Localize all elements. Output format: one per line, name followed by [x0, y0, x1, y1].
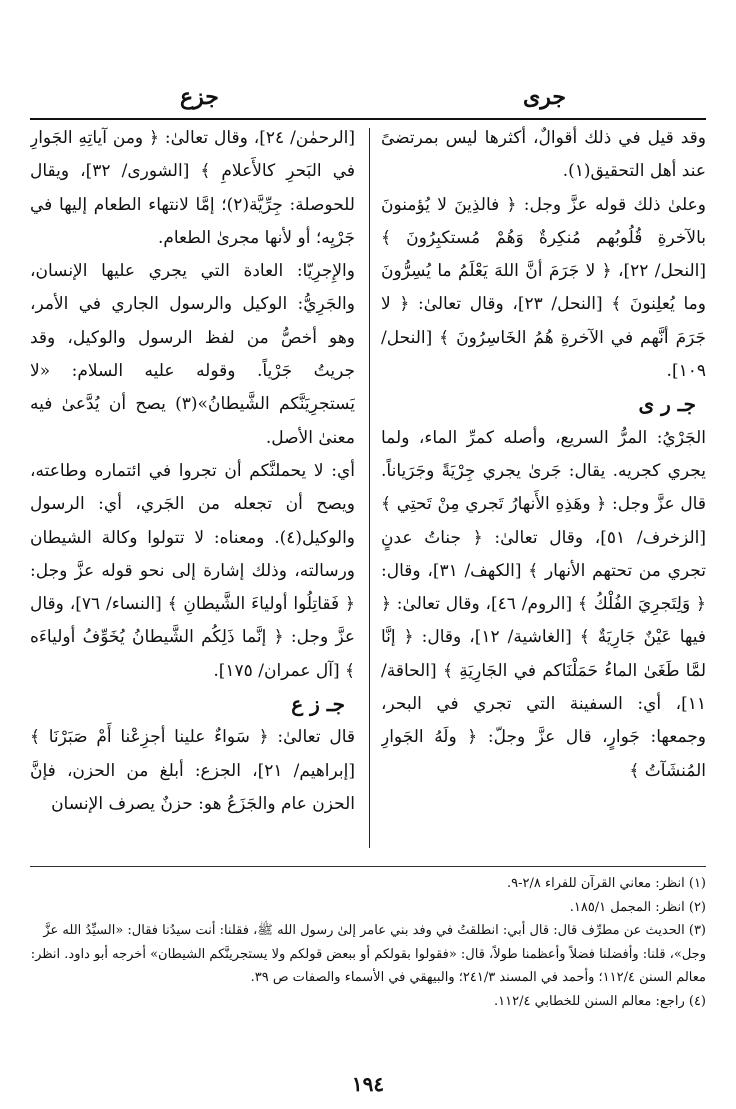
- footnote-rule: [30, 866, 706, 867]
- paragraph: الجَرْيُ: المرُّ السريع، وأصله كمرِّ الماء، ولما يجري كجريه. يقال: جَرىٰ يجري جِرْيَةً وجَرَياناً. قال عزَّ وجل: ﴿ وهَذِهِ الأَنهارُ تَجري مِنْ تَحتِي ﴾ [الزخرف/ ٥١]، وقال تعالىٰ: ﴿ جناتُ عدنٍ تجري من تحتهم الأنهار ﴾ [الكهف/ ٣١]، وقال: ﴿ وَلِتَجرِيَ الفُلْكُ ﴾ [الروم/ ٤٦]، وقال تعالىٰ: ﴿ فيها عَيْنٌ جَارِيَةٌ ﴾ [الغاشية/ ١٢]، وقال: ﴿ إنَّا لمَّا طَغَىٰ الماءُ حَمَلْنَاكم في الجَارِيَةِ ﴾ [الحاقة/ ١١]، أي: السفينة التي تجري في البحر، وجمعها: جَوارٍ، قال عزَّ وجلّ: ﴿ ولَهُ الجَوارِ المُنشَآتُ ﴾: [381, 427, 706, 781]
- right-running-head: جرى: [523, 84, 566, 110]
- footnote: (١) انظر: معاني القرآن للفراء ٢/٨-٩.: [506, 876, 706, 891]
- paragraph: قال تعالىٰ: ﴿ سَواءٌ علينا أجزِعْنا أَمْ صَبَرْنَا ﴾ [إبراهيم/ ٢١]، الجزع: أبلغ من الحزن، فإنَّ الحزن عام والجَزَعُ هو: حزنٌ يصرف الإنسان: [30, 727, 355, 814]
- paragraph: وعلىٰ ذلك قوله عزَّ وجل: ﴿ فالذِينَ لا يُؤمنونَ بالآخرةِ قُلُوبُهم مُنكِرةٌ وَهُمْ مُستكبِرُونَ ﴾ [النحل/ ٢٢]، ﴿ لا جَرَمَ أنَّ اللهَ يَعْلَمُ ما يُسِرُّونَ وما يُعلِنونَ ﴾ [النحل/ ٢٣]، وقال تعالىٰ: ﴿ لا جَرَمَ أنَّهم في الآخرةِ هُمُ الخَاسِرُونَ ﴾ [النحل/ ١٠٩].: [381, 194, 706, 382]
- page-header: [30, 70, 706, 120]
- paragraph: والإِجرِيّا: العادة التي يجري عليها الإنسان، والجَرِيُّ: الوكيل والرسول الجاري في الأمر، وهو أخصُّ من لفظ الرسول والوكيل، وقد جريتُ جَرْياً. وقوله عليه السلام: «لا يَستجرِيَنَّكم الشَّيطانُ»(٣) يصح أن يُدَّعىٰ فيه معنىٰ الأصل.: [30, 261, 355, 448]
- paragraph: وقد قيل في ذلك أقوالٌ، أكثرها ليس بمرتضىً عند أهل التحقيق(١).: [381, 128, 706, 182]
- column-divider: [369, 128, 370, 848]
- footnote: (٣) الحديث عن مطرِّف قال: قال أبي: انطلقتُ في وفد بني عامر إلىٰ رسول الله ﷺ، فقلنا: أنت سيدُنا فقال: «السيِّدُ الله عزَّ وجل»، قلنا: وأفضلنا فضلاً وأعظمنا طولاً، قال: «فقولوا بقولكم أو ببعض قولكم ولا يستجرينَّكم الشيطان» أخرجه أبو داود. انظر: معالم السنن ١١٢/٤؛ وأحمد في المسند ٢٤١/٣؛ والبيهقي في الأسماء والصفات ص ٣٩.: [30, 923, 706, 985]
- entry-heading: جـ ز ع: [291, 692, 345, 717]
- paragraph: أي: لا يحملنَّكم أن تجروا في ائتماره وطاعته، ويصح أن تجعله من الجَري، أي: الرسول والوكيل(٤). ومعناه: لا تتولوا وكالة الشيطان ورسالته، وذلك إشارة إلى نحو قوله عزَّ وجل: ﴿ فَقاتِلُوا أولياءَ الشَّيطانِ ﴾ [النساء/ ٧٦]، وقال عزَّ وجل: ﴿ إنَّما ذَلِكُم الشَّيطانُ يُخَوِّفُ أولياءَه ﴾ [آل عمران/ ١٧٥].: [30, 460, 355, 681]
- left-running-head: جزع: [180, 84, 219, 110]
- paragraph: [الرحمٰن/ ٢٤]، وقال تعالىٰ: ﴿ ومن آياتِهِ الجَوارِ في البَحرِ كالأَعلامِ ﴾ [الشورى/ ٣٢]، ويقال للحوصلة: جِرِّيَّة(٢)؛ إمَّا لانتهاء الطعام إليها في جَرْيِه؛ أو لأنها مجرىٰ الطعام.: [30, 128, 355, 248]
- header-rule: [30, 118, 706, 120]
- page-number: ١٩٤: [351, 1072, 385, 1096]
- footnote: (٢) انظر: المجمل ١٨٥/١.: [569, 899, 706, 915]
- footnotes: [30, 872, 706, 1062]
- right-column: [381, 122, 706, 852]
- body-columns: [30, 122, 706, 852]
- entry-heading: جـ ر ى: [638, 392, 696, 417]
- left-column: [30, 122, 355, 852]
- footnote: (٤) راجع: معالم السنن للخطابي ١١٢/٤.: [493, 993, 706, 1009]
